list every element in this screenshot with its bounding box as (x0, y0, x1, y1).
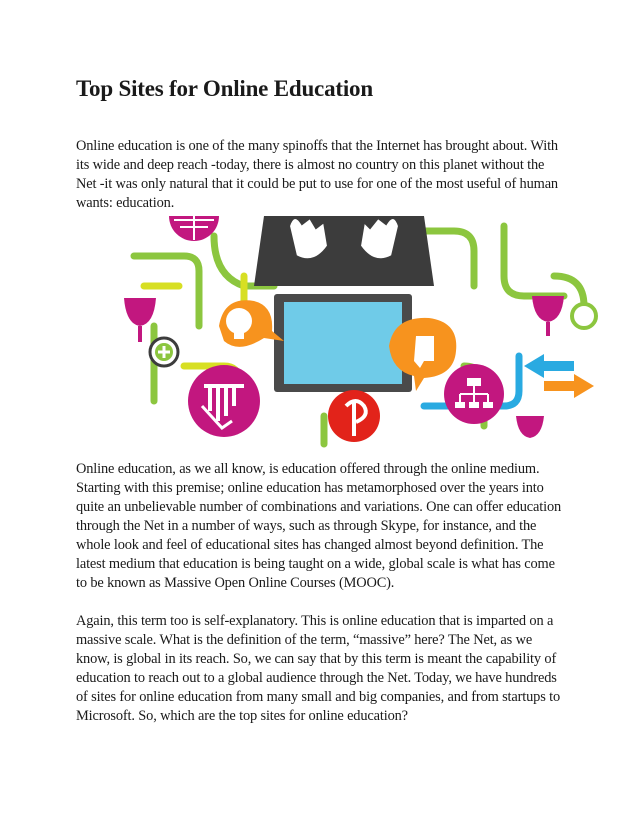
bottom-goblet-icon (516, 416, 544, 438)
currency-icon (328, 390, 380, 442)
plus-circle-icon (150, 338, 178, 366)
goblet-icon (532, 296, 564, 336)
arrows-icon (524, 354, 594, 398)
intro-paragraph: Online education is one of the many spinoffs that the Internet has brought about. With its wide and deep reach -today, there is almost no country on this planet without the Net -it was only natural that it could be put to use for one of the most useful of human wants: education. (76, 138, 558, 211)
body-paragraph-mooc: Online education, as we all know, is education offered through the online medium. Starting with this premise; online education has metamorphosed over the years into quite an unbelievable number of combinations and variations. One can offer education through the Net in a number of ways, such as through Skype, for instance, and the whole look and feel of educational sites has changed almost beyond definition. The latest medium that education is being taught on a wide, global scale is what has come to be known as Massive Open Online Courses (MOOC). (76, 461, 562, 591)
body-paragraph-massive: Again, this term too is self-explanatory. This is online education that is imparted on a massive scale. What is the definition of the term, “massive” here? The Net, as we know, is global in its reach. So, we can say that by this term is meant the capability of education to reach out to a global audience through the Net. Today, we have hundreds of sites for online education from many small and big companies, and from startups to Microsoft. So, which are the top sites for online education? (76, 613, 561, 724)
network-icon (444, 364, 504, 424)
check-circle-icon (572, 304, 596, 328)
analytics-icon (188, 365, 260, 437)
page-title: Top Sites for Online Education (76, 76, 373, 101)
online-education-illustration (124, 216, 610, 448)
